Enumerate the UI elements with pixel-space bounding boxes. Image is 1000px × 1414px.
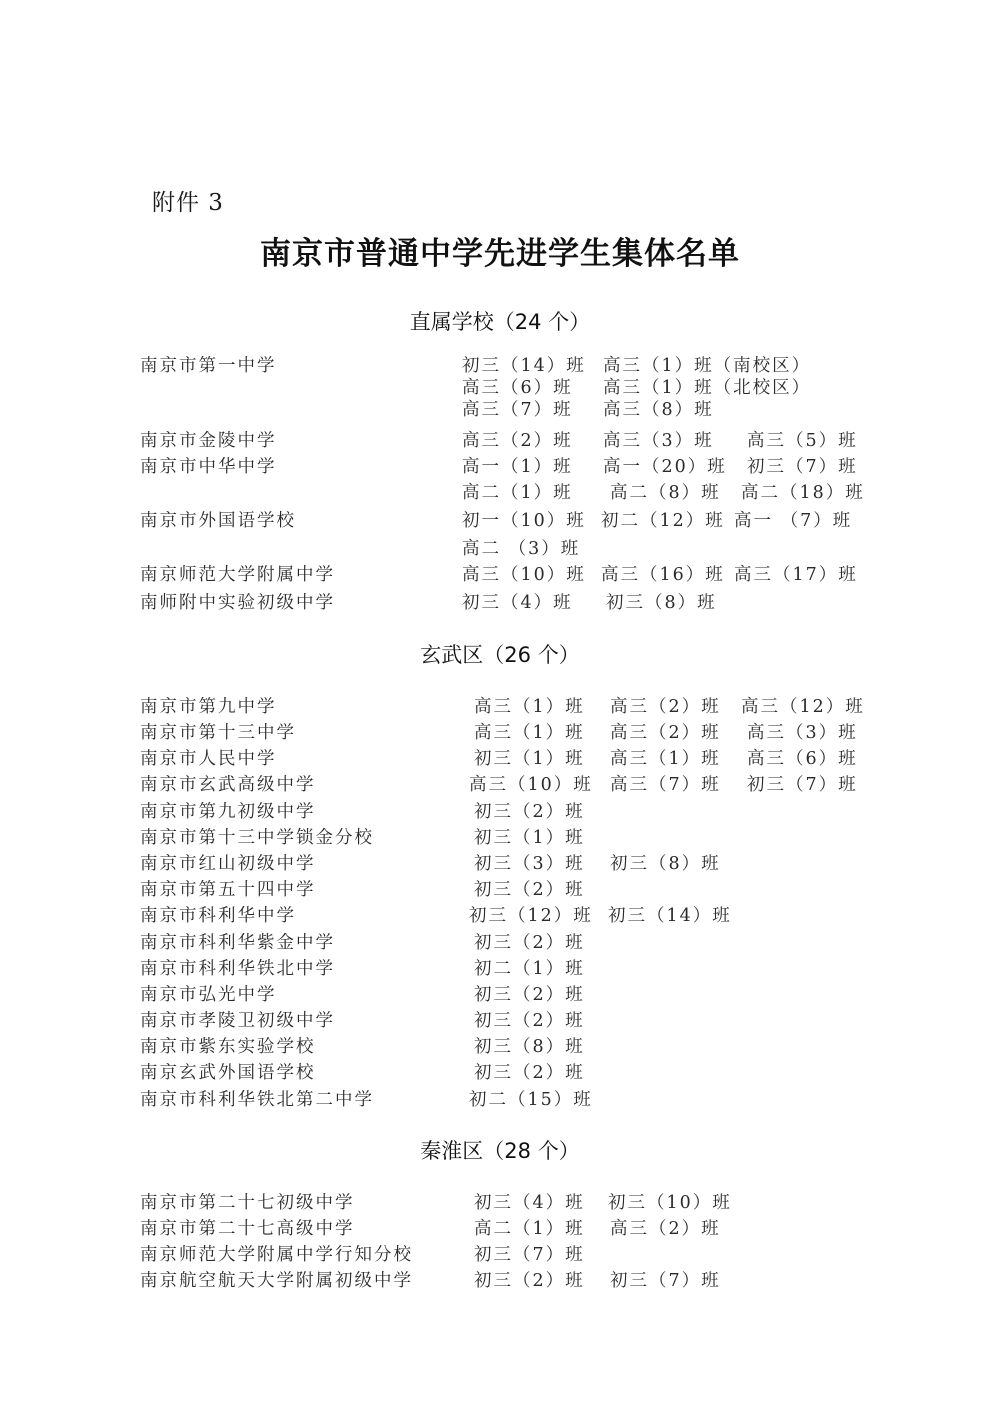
class-entry: 初三（2）班 xyxy=(474,1271,585,1291)
school-name: 南京市中华中学 xyxy=(140,457,277,477)
class-entry: 初三（3）班 xyxy=(474,854,585,874)
school-name: 南京市玄武高级中学 xyxy=(140,775,316,795)
class-entry: 初三（10）班 xyxy=(608,1193,732,1213)
class-entry: 高三（6）班 xyxy=(747,749,858,769)
class-entry: 初三（7）班 xyxy=(747,775,858,795)
class-entry: 初三（14）班 xyxy=(608,906,732,926)
class-entry: 高一 （7）班 xyxy=(734,511,853,531)
class-entry: 初三（2）班 xyxy=(474,880,585,900)
class-entry: 高三（1）班（北校区） xyxy=(603,378,812,398)
class-entry: 初三（2）班 xyxy=(474,1063,585,1083)
class-entry: 高三（1）班 xyxy=(610,749,721,769)
class-entry: 初三（1）班 xyxy=(474,749,585,769)
section-heading-xuanwu: 玄武区（26 个） xyxy=(420,643,580,667)
school-name: 南京市人民中学 xyxy=(140,749,277,769)
school-name: 南京市科利华铁北中学 xyxy=(140,959,335,979)
school-name: 南京市第五十四中学 xyxy=(140,880,316,900)
school-name: 南京市弘光中学 xyxy=(140,985,277,1005)
class-entry: 高三（17）班 xyxy=(734,565,858,585)
class-entry: 高三（1）班 xyxy=(474,723,585,743)
school-name: 南师附中实验初级中学 xyxy=(140,593,335,613)
school-name: 南京市科利华铁北第二中学 xyxy=(140,1090,374,1110)
class-entry: 初三（1）班 xyxy=(474,828,585,848)
class-entry: 高二 （3）班 xyxy=(462,539,581,559)
class-entry: 高二（1）班 xyxy=(474,1219,585,1239)
school-name: 南京市第二十七高级中学 xyxy=(140,1219,355,1239)
class-entry: 高三（3）班 xyxy=(603,431,714,451)
school-name: 南京市第一中学 xyxy=(140,356,277,376)
class-entry: 高一（1）班 xyxy=(462,457,573,477)
class-entry: 高三（2）班 xyxy=(610,1219,721,1239)
school-name: 南京市金陵中学 xyxy=(140,431,277,451)
school-name: 南京市第十三中学锁金分校 xyxy=(140,828,374,848)
class-entry: 高三（8）班 xyxy=(603,400,714,420)
section-heading-qinhuai: 秦淮区（28 个） xyxy=(420,1139,580,1163)
class-entry: 初三（8）班 xyxy=(606,593,717,613)
school-name: 南京市红山初级中学 xyxy=(140,854,316,874)
class-entry: 高二（1）班 xyxy=(462,483,573,503)
class-entry: 高三（16）班 xyxy=(601,565,725,585)
class-entry: 初二（12）班 xyxy=(601,511,725,531)
class-entry: 初三（7）班 xyxy=(474,1245,585,1265)
document-title: 南京市普通中学先进学生集体名单 xyxy=(260,236,740,272)
school-name: 南京市孝陵卫初级中学 xyxy=(140,1011,335,1031)
class-entry: 初三（2）班 xyxy=(474,985,585,1005)
class-entry: 初二（15）班 xyxy=(469,1090,593,1110)
school-name: 南京玄武外国语学校 xyxy=(140,1063,316,1083)
class-entry: 高三（2）班 xyxy=(610,723,721,743)
school-name: 南京市外国语学校 xyxy=(140,511,296,531)
attachment-label: 附件 3 xyxy=(152,190,224,216)
class-entry: 高三（3）班 xyxy=(747,723,858,743)
school-name: 南京市第九中学 xyxy=(140,697,277,717)
class-entry: 初三（7）班 xyxy=(747,457,858,477)
school-name: 南京市第二十七初级中学 xyxy=(140,1193,355,1213)
class-entry: 初三（4）班 xyxy=(474,1193,585,1213)
class-entry: 高三（6）班 xyxy=(462,378,573,398)
class-entry: 初三（4）班 xyxy=(462,593,573,613)
class-entry: 初三（2）班 xyxy=(474,802,585,822)
class-entry: 高三（10）班 xyxy=(462,565,586,585)
class-entry: 初三（12）班 xyxy=(469,906,593,926)
school-name: 南京航空航天大学附属初级中学 xyxy=(140,1271,413,1291)
class-entry: 初三（8）班 xyxy=(610,854,721,874)
class-entry: 高三（2）班 xyxy=(610,697,721,717)
class-entry: 高三（12）班 xyxy=(741,697,865,717)
class-entry: 高二（18）班 xyxy=(741,483,865,503)
school-name: 南京师范大学附属中学 xyxy=(140,565,335,585)
class-entry: 初一（10）班 xyxy=(462,511,586,531)
class-entry: 高一（20）班 xyxy=(603,457,727,477)
school-name: 南京市第九初级中学 xyxy=(140,802,316,822)
class-entry: 高三（1）班（南校区） xyxy=(603,356,812,376)
class-entry: 初三（2）班 xyxy=(474,1011,585,1031)
class-entry: 初三（14）班 xyxy=(462,356,586,376)
class-entry: 高二（8）班 xyxy=(610,483,721,503)
class-entry: 高三（1）班 xyxy=(474,697,585,717)
school-name: 南京市第十三中学 xyxy=(140,723,296,743)
class-entry: 高三（7）班 xyxy=(610,775,721,795)
school-name: 南京市科利华紫金中学 xyxy=(140,933,335,953)
class-entry: 高三（7）班 xyxy=(462,400,573,420)
school-name: 南京市紫东实验学校 xyxy=(140,1037,316,1057)
section-heading-direct: 直属学校（24 个） xyxy=(409,310,591,334)
class-entry: 高三（2）班 xyxy=(462,431,573,451)
class-entry: 初三（7）班 xyxy=(610,1271,721,1291)
class-entry: 初二（1）班 xyxy=(474,959,585,979)
school-name: 南京市科利华中学 xyxy=(140,906,296,926)
class-entry: 高三（10）班 xyxy=(469,775,593,795)
class-entry: 初三（8）班 xyxy=(474,1037,585,1057)
class-entry: 高三（5）班 xyxy=(747,431,858,451)
school-name: 南京师范大学附属中学行知分校 xyxy=(140,1245,413,1265)
class-entry: 初三（2）班 xyxy=(474,933,585,953)
